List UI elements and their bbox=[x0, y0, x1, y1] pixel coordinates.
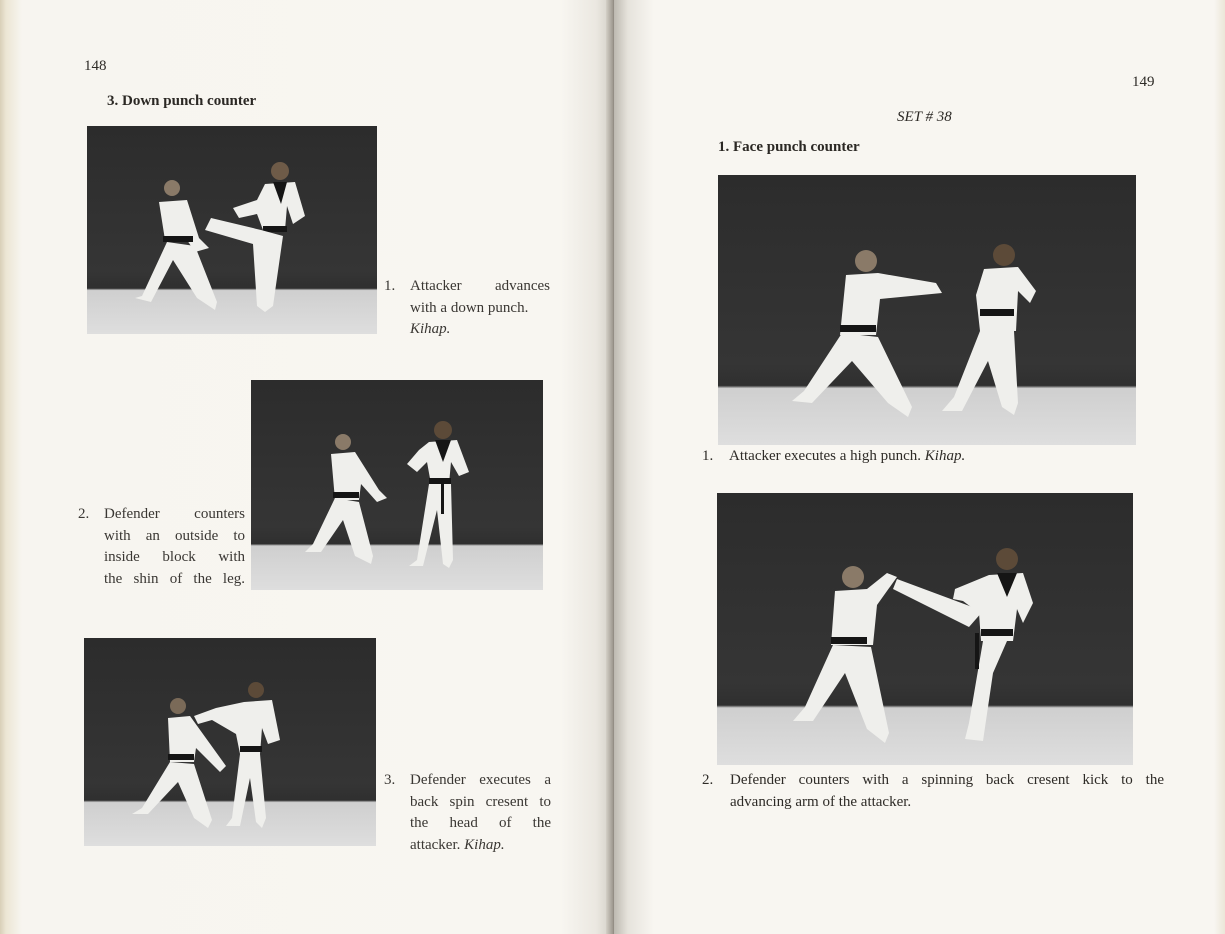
caption-right-step-1-kihap: Kihap. bbox=[924, 448, 966, 464]
caption-step-3-line-4: attacker. bbox=[410, 836, 461, 853]
caption-right-step-2-number: 2. bbox=[702, 772, 714, 788]
caption-step-2-line-2: with an outside to bbox=[104, 527, 245, 544]
caption-right-step-2 bbox=[702, 770, 1172, 813]
caption-step-1 bbox=[384, 276, 550, 341]
caption-right-step-2-line-2: advancing arm of the attacker. bbox=[730, 793, 912, 810]
photo-right-step-1-high-punch bbox=[718, 175, 1136, 445]
fighters-illustration bbox=[84, 638, 376, 846]
fighters-illustration bbox=[717, 493, 1133, 765]
photo-right-step-2-cresent-kick bbox=[717, 493, 1133, 765]
caption-step-2-line-1: Defender counters bbox=[104, 506, 245, 522]
caption-step-3-line-1: Defender executes a bbox=[410, 772, 551, 788]
caption-right-step-1 bbox=[702, 446, 965, 468]
page-number-left: 148 bbox=[84, 58, 107, 74]
caption-step-2-line-3: inside block with bbox=[104, 549, 245, 565]
caption-step-3-line-3: the head of the bbox=[410, 815, 551, 831]
caption-step-3-number: 3. bbox=[384, 772, 396, 788]
page-number-right: 149 bbox=[1132, 74, 1155, 90]
fighters-illustration bbox=[718, 175, 1136, 445]
photo-step-2-block bbox=[251, 380, 543, 590]
caption-step-3-kihap: Kihap. bbox=[464, 836, 505, 853]
fighters-illustration bbox=[87, 126, 377, 334]
caption-step-2-line-4: the shin of the leg. bbox=[104, 570, 245, 587]
caption-step-3 bbox=[384, 770, 551, 856]
caption-right-step-1-text: Attacker executes a high punch. bbox=[729, 448, 922, 464]
caption-step-2 bbox=[78, 504, 245, 590]
caption-step-1-number: 1. bbox=[384, 278, 396, 294]
caption-step-3-line-2: back spin cresent to bbox=[410, 793, 551, 810]
photo-step-3-spin-kick bbox=[84, 638, 376, 846]
caption-step-1-line-1: Attacker advances bbox=[410, 278, 550, 294]
set-title: SET # 38 bbox=[897, 109, 952, 125]
caption-step-1-line-2: with a down punch. bbox=[410, 299, 529, 316]
caption-step-1-kihap: Kihap. bbox=[410, 321, 451, 337]
fighters-illustration bbox=[251, 380, 543, 590]
photo-step-1-down-punch bbox=[87, 126, 377, 334]
caption-right-step-2-line-1: Defender counters with a spinning back cresent kick to the bbox=[730, 772, 1164, 788]
section-heading-down-punch: 3. Down punch counter bbox=[107, 93, 257, 109]
caption-right-step-1-number: 1. bbox=[702, 448, 714, 464]
section-heading-face-punch: 1. Face punch counter bbox=[718, 139, 860, 155]
right-page bbox=[614, 0, 1225, 934]
caption-step-2-number: 2. bbox=[78, 506, 90, 522]
